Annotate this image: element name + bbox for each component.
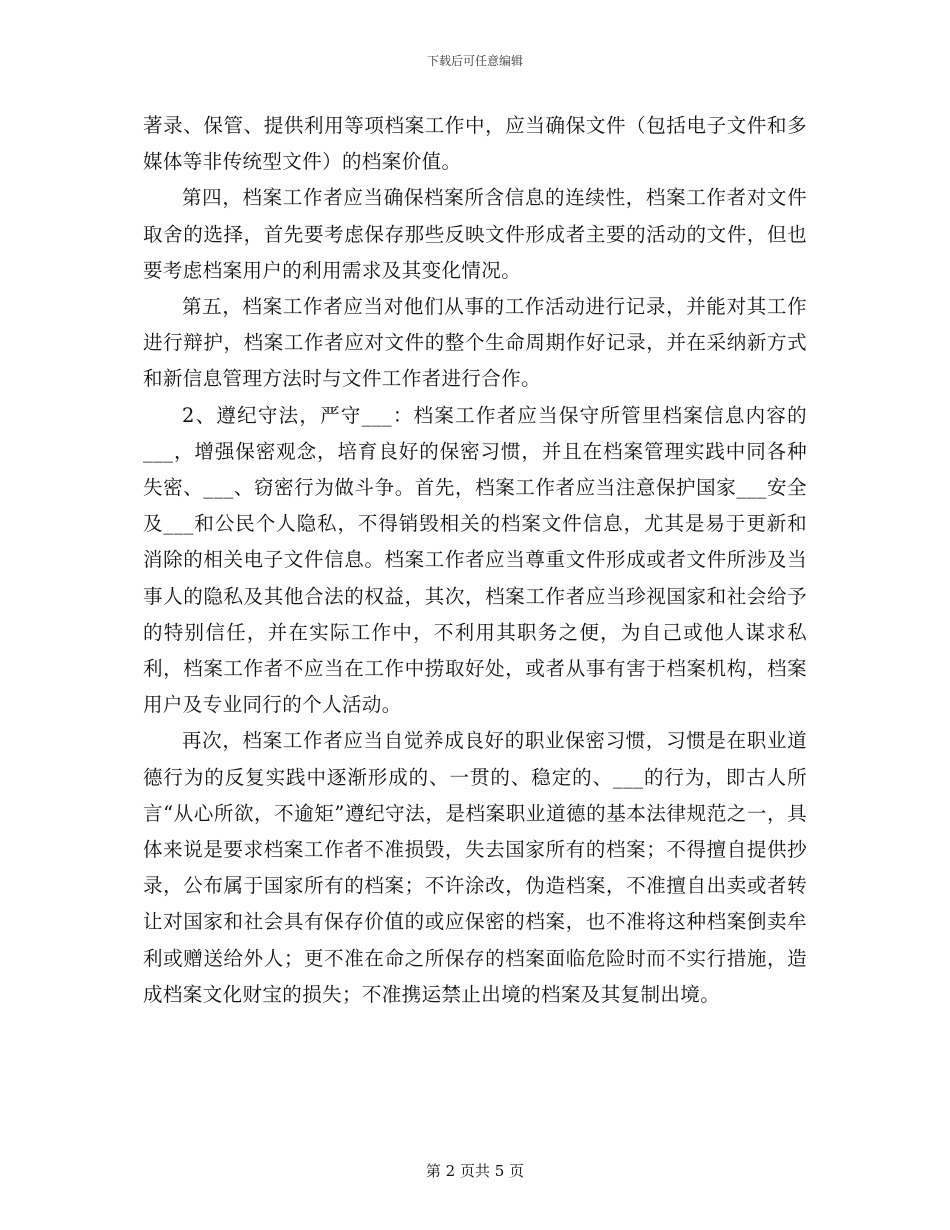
paragraph-habits: 再次，档案工作者应当自觉养成良好的职业保密习惯，习惯是在职业道德行为的反复实践中逐渐形成的、一贯的、稳定的、___的行为，即古人所言“从心所欲，不逾矩”遵纪守法，是档案职业道德的基本法律规范之一，具体来说是要求档案工作者不准损毁，失去国家所有的档案；不得擅自提供抄录，公布属于国家所有的档案；不许涂改，伪造档案，不准擅自出卖或者转让对国家和社会具有保存价值的或应保密的档案，也不准将这种档案倒卖牟利或赠送给外人；更不准在命之所保存的档案面临危险时而不实行措施，造成档案文化财宝的损失；不准携运禁止出境的档案及其复制出境。	[143, 729, 807, 1006]
paragraph-fourth: 第四，档案工作者应当确保档案所含信息的连续性，档案工作者对文件取舍的选择，首先要考虑保存那些反映文件形成者主要的活动的文件，但也要考虑档案用户的利用需求及其变化情况。	[143, 186, 807, 282]
document-body	[143, 108, 807, 1013]
paragraph-continuation: 著录、保管、提供利用等项档案工作中，应当确保文件（包括电子文件和多媒体等非传统型文件）的档案价值。	[143, 114, 807, 174]
paragraph-fifth: 第五，档案工作者应当对他们从事的工作活动进行记录，并能对其工作进行辩护，档案工作者应对文件的整个生命周期作好记录，并在采纳新方式和新信息管理方法时与文件工作者进行合作。	[143, 295, 807, 391]
paragraph-law-abiding: 2、遵纪守法，严守___：档案工作者应当保守所管里档案信息内容的___，增强保密观念，培育良好的保密习惯，并且在档案管理实践中同各种失密、___、窃密行为做斗争。首先，档案工作者应当注意保护国家___安全及___和公民个人隐私，不得销毁相关的档案文件信息，尤其是易于更新和消除的相关电子文件信息。档案工作者应当尊重文件形成或者文件所涉及当事人的隐私及其他合法的权益，其次，档案工作者应当珍视国家和社会给予的特别信任，并在实际工作中，不利用其职务之便，为自己或他人谋求私利，档案工作者不应当在工作中捞取好处，或者从事有害于档案机构，档案用户及专业同行的个人活动。	[143, 403, 807, 717]
page-footer: 第 2 页共 5 页	[425, 1162, 525, 1180]
page-header: 下载后可任意编辑	[426, 54, 523, 68]
